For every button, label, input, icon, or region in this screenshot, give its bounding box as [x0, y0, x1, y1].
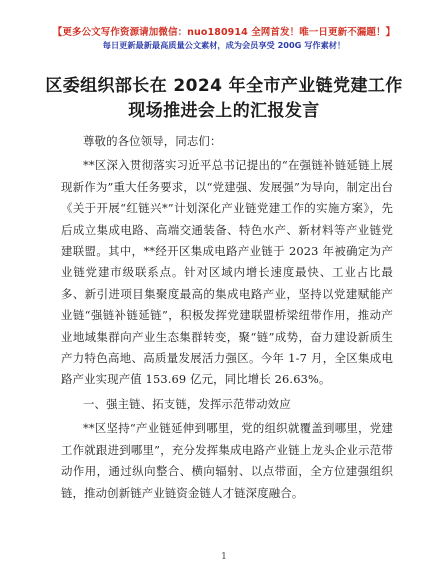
- salutation: 尊敬的各位领导，同志们：: [83, 134, 222, 148]
- page-number: 1: [221, 552, 227, 562]
- promo-banner: [0, 26, 448, 52]
- banner-line-2: 每日更新最新最高质量公文素材，成为会员享受 200G 写作素材！: [102, 40, 346, 50]
- banner-line-1: 【更多公文写作资源请加微信：nuo180914 全网首发！唯一日更新不漏题！】: [52, 27, 396, 38]
- body-paragraph-2: **区坚持“产业链延伸到哪里，党的组织就覆盖到哪里，党建工作就跟进到哪里”，充分发挥集成电路产业链上龙头企业示范带动作用，通过纵向整合、横向辐射、以点带面，全方位建强组织链，推动创新链产业链资金链人才链深度融合。: [61, 421, 393, 500]
- section-heading: 一、强主链、拓支链，发挥示范带动效应: [83, 396, 291, 411]
- body-paragraph-1: **区深入贯彻落实习近平总书记提出的“在强链补链延链上展现新作为”重大任务要求，以“党建强、发展强”为导向，制定出台《关于开展“红链兴*”计划深化产业链党建工作的实施方案》，先后成立集成电路、高端交通装备、特色水产、新材料等产业链党建联盟。其中，**经开区集成电路产业链于 2023 年被确定为产业链党建市级联系点。针对区域内增长速度最快、工业占比最多、新引进项目集聚度最高的集成电路产业，坚持以党建赋能产业链“强链补链延链”，积极发挥党建联盟桥梁纽带作用，推动产业地域集群向产业生态集群转变，聚“链”成势，奋力建设新质生产力特色高地、高质量发展活力强区。今年 1-7 月，全区集成电路产业实现产值 153.69 亿元，同比增长 26.63%。: [61, 158, 393, 387]
- document-body: [61, 131, 393, 504]
- document-title: 区委组织部长在 2024 年全市产业链党建工作现场推进会上的汇报发言: [45, 76, 403, 121]
